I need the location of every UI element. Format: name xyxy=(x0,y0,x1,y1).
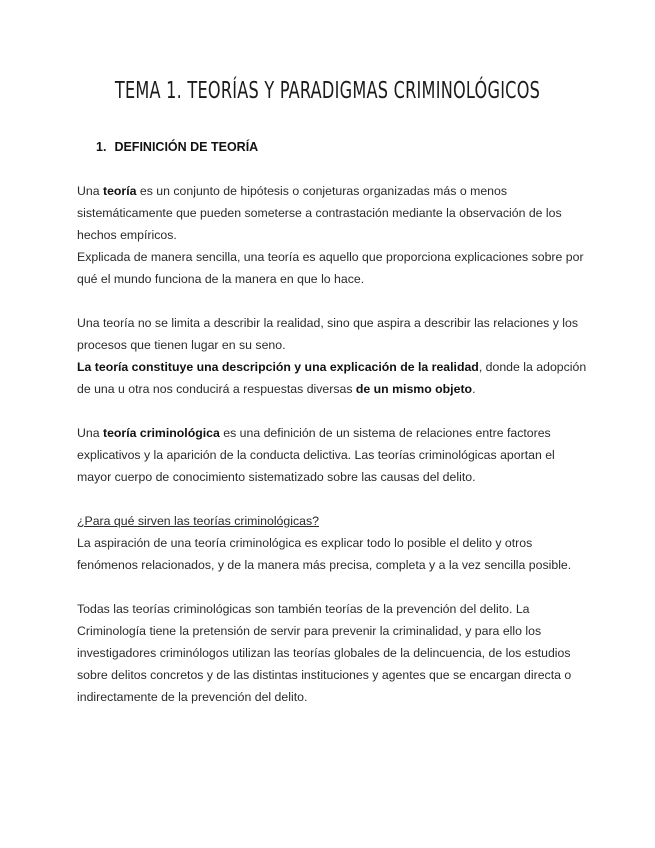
text-run: Una xyxy=(77,426,103,440)
text-run: es una definición de un sistema de relaciones entre factores explicativos y la aparición de la conducta delictiva. Las teorías criminológicas aportan el mayor cuerpo de conocimiento sistematizado sobre las causas del delito. xyxy=(77,426,555,484)
paragraph-criminological-theory xyxy=(77,422,587,488)
bold-term: teoría xyxy=(102,184,137,198)
document-body xyxy=(77,180,587,708)
section-title: DEFINICIÓN DE TEORÍA xyxy=(114,140,259,154)
bold-phrase: de un mismo objeto xyxy=(355,382,473,396)
bold-statement: La teoría constituye una descripción y una explicación de la realidad xyxy=(77,360,479,374)
question-heading: ¿Para qué sirven las teorías criminológicas? xyxy=(77,514,319,528)
paragraph-aspiration: La aspiración de una teoría criminológica es explicar todo lo posible el delito y otros fenómenos relacionados, y de la manera más precisa, completa y a la vez sencilla posible. xyxy=(77,536,572,572)
paragraph-relations: Una teoría no se limita a describir la realidad, sino que aspira a describir las relaciones y los procesos que tienen lugar en su seno. xyxy=(77,316,579,352)
paragraph-simple-explanation: Explicada de manera sencilla, una teoría es aquello que proporciona explicaciones sobre por qué el mundo funciona de la manera en que lo hace. xyxy=(77,250,584,286)
paragraph-description xyxy=(77,356,587,400)
text-run: , donde la adopción de una u otra nos conducirá a respuestas diversas xyxy=(77,360,587,396)
text-run: . xyxy=(472,382,476,396)
section-number: 1. xyxy=(96,140,107,154)
paragraph-prevention: Todas las teorías criminológicas son también teorías de la prevención del delito. La Criminología tiene la pretensión de servir para prevenir la criminalidad, y para ello los investigadores criminólogos utilizan las teorías globales de la delincuencia, de los estudios sobre delitos concretos y de las distintas instituciones y agentes que se encargan directa o indirectamente de la prevención del delito. xyxy=(77,602,572,704)
paragraph-definition xyxy=(77,180,587,246)
text-run: Una xyxy=(77,184,103,198)
text-run: es un conjunto de hipótesis o conjeturas organizadas más o menos sistemáticamente que pueden someterse a contrastación mediante la observación de los hechos empíricos. xyxy=(77,184,562,242)
bold-term: teoría criminológica xyxy=(102,426,220,440)
section-heading xyxy=(96,140,258,154)
document-title: TEMA 1. TEORÍAS Y PARADIGMAS CRIMINOLÓGICOS xyxy=(114,78,541,104)
